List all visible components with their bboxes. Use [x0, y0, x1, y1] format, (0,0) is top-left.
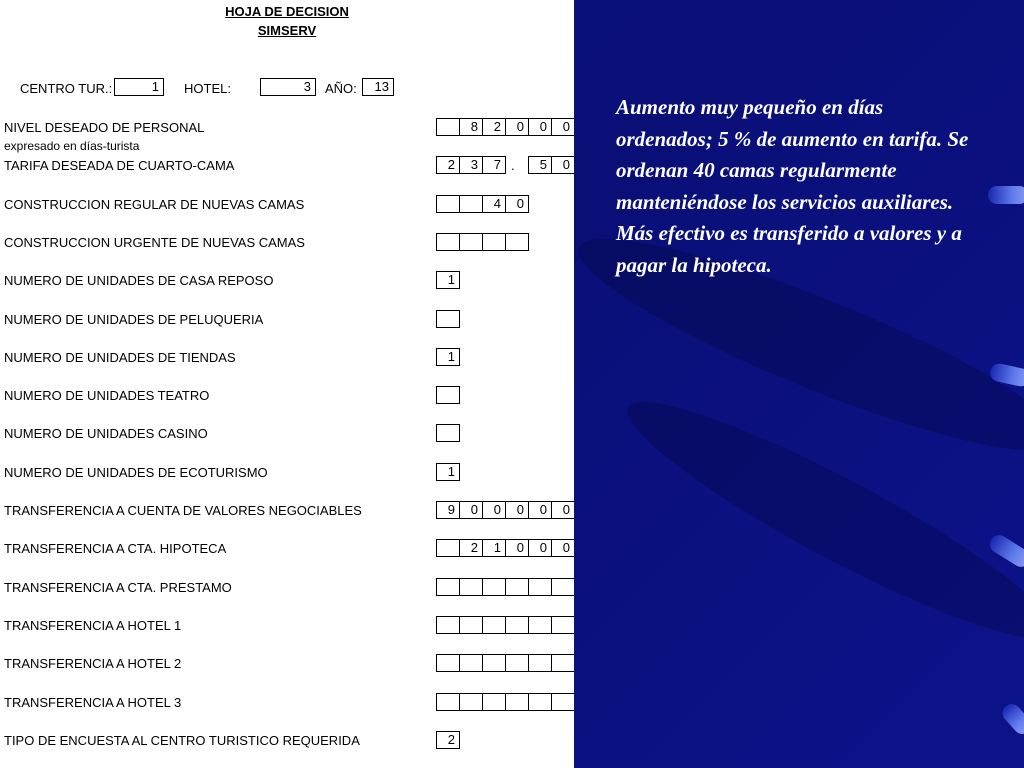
- decimal-separator: .: [511, 158, 515, 174]
- row-decimal-cell[interactable]: 5: [528, 156, 552, 174]
- row-label: TARIFA DESEADA DE CUARTO-CAMA: [4, 158, 235, 174]
- row-digit-cell[interactable]: [551, 693, 574, 711]
- decorative-stripe: [987, 532, 1024, 571]
- hotel-label: HOTEL:: [184, 81, 231, 96]
- explanation-note: Aumento muy pequeño en días ordenados; 5 % de aumento en tarifa. Se ordenan 40 camas regularmente manteniéndose los servicios auxiliares. Más efectivo es transferido a valores y a pagar la hipoteca.: [616, 95, 969, 277]
- centro-value-field[interactable]: 1: [114, 78, 164, 96]
- row-digit-cell[interactable]: [459, 578, 483, 596]
- row-digit-cell[interactable]: [551, 654, 574, 672]
- row-digit-cell[interactable]: 0: [505, 118, 529, 136]
- anio-label: AÑO:: [325, 81, 357, 96]
- row-digit-cell[interactable]: [459, 693, 483, 711]
- row-label: NUMERO DE UNIDADES DE CASA REPOSO: [4, 273, 274, 289]
- row-digit-cell[interactable]: [551, 578, 574, 596]
- row-digit-cell[interactable]: 2: [436, 731, 460, 749]
- row-digit-cell[interactable]: 2: [436, 156, 460, 174]
- row-label: NUMERO DE UNIDADES CASINO: [4, 426, 208, 442]
- row-digit-cell[interactable]: [436, 616, 460, 634]
- row-digit-cell[interactable]: 1: [436, 271, 460, 289]
- row-label: TIPO DE ENCUESTA AL CENTRO TURISTICO REQUERIDA: [4, 732, 360, 748]
- row-label: NUMERO DE UNIDADES DE TIENDAS: [4, 349, 236, 365]
- row-digit-cell[interactable]: 0: [505, 539, 529, 557]
- row-digit-cell[interactable]: [482, 693, 506, 711]
- row-label: TRANSFERENCIA A CTA. HIPOTECA: [4, 541, 227, 557]
- row-label: TRANSFERENCIA A HOTEL 1: [4, 617, 182, 633]
- centro-label: CENTRO TUR.:: [20, 81, 113, 96]
- row-digit-cell[interactable]: [551, 616, 574, 634]
- row-digit-cell[interactable]: 1: [482, 539, 506, 557]
- row-digit-cell[interactable]: [436, 693, 460, 711]
- row-label: NUMERO DE UNIDADES DE ECOTURISMO: [4, 464, 268, 480]
- row-digit-cell[interactable]: 0: [459, 501, 483, 519]
- row-digit-cell[interactable]: [436, 310, 460, 328]
- row-digit-cell[interactable]: [459, 616, 483, 634]
- row-digit-cell[interactable]: 9: [436, 501, 460, 519]
- row-digit-cell[interactable]: 2: [482, 118, 506, 136]
- row-digit-cell[interactable]: 8: [459, 118, 483, 136]
- row-digit-cell[interactable]: 0: [482, 501, 506, 519]
- sheet-title: HOJA DE DECISION: [225, 4, 349, 19]
- row-label: NUMERO DE UNIDADES TEATRO: [4, 388, 210, 404]
- anio-value-field[interactable]: 13: [362, 78, 394, 96]
- row-sublabel: expresado en días-turista: [4, 139, 140, 153]
- row-label: TRANSFERENCIA A HOTEL 3: [4, 694, 182, 710]
- decorative-stripe: [999, 700, 1024, 737]
- row-digit-cell[interactable]: [436, 654, 460, 672]
- row-digit-cell[interactable]: 0: [505, 195, 529, 213]
- row-digit-cell[interactable]: [528, 578, 552, 596]
- row-digit-cell[interactable]: 0: [528, 118, 552, 136]
- row-digit-cell[interactable]: [482, 616, 506, 634]
- sheet-subtitle: SIMSERV: [257, 23, 317, 38]
- row-digit-cell[interactable]: [436, 233, 460, 251]
- row-digit-cell[interactable]: [505, 233, 529, 251]
- row-digit-cell[interactable]: 0: [528, 539, 552, 557]
- row-digit-cell[interactable]: [436, 386, 460, 404]
- row-digit-cell[interactable]: [505, 578, 529, 596]
- row-digit-cell[interactable]: 2: [459, 539, 483, 557]
- row-label: TRANSFERENCIA A CTA. PRESTAMO: [4, 579, 232, 595]
- row-digit-cell[interactable]: [459, 233, 483, 251]
- row-digit-cell[interactable]: 1: [436, 463, 460, 481]
- row-digit-cell[interactable]: 0: [551, 118, 574, 136]
- row-label: CONSTRUCCION URGENTE DE NUEVAS CAMAS: [4, 234, 305, 250]
- row-digit-cell[interactable]: 0: [551, 501, 574, 519]
- row-digit-cell[interactable]: 0: [551, 539, 574, 557]
- row-digit-cell[interactable]: [459, 195, 483, 213]
- row-digit-cell[interactable]: [505, 693, 529, 711]
- row-label: NIVEL DESEADO DE PERSONAL: [4, 120, 205, 135]
- row-label: TRANSFERENCIA A HOTEL 2: [4, 656, 182, 672]
- row-digit-cell[interactable]: [528, 616, 552, 634]
- row-digit-cell[interactable]: [436, 578, 460, 596]
- row-digit-cell[interactable]: [528, 693, 552, 711]
- row-digit-cell[interactable]: [505, 616, 529, 634]
- row-digit-cell[interactable]: [528, 654, 552, 672]
- row-digit-cell[interactable]: [505, 654, 529, 672]
- row-digit-cell[interactable]: [482, 578, 506, 596]
- row-label: TRANSFERENCIA A CUENTA DE VALORES NEGOCIABLES: [4, 503, 362, 518]
- row-decimal-cell[interactable]: 0: [551, 156, 574, 174]
- row-digit-cell[interactable]: [482, 233, 506, 251]
- hotel-value-field[interactable]: 3: [260, 78, 316, 96]
- row-digit-cell[interactable]: 3: [459, 156, 483, 174]
- row-digit-cell[interactable]: [436, 195, 460, 213]
- row-digit-cell[interactable]: 7: [482, 156, 506, 174]
- row-digit-cell[interactable]: 0: [528, 501, 552, 519]
- row-label: CONSTRUCCION REGULAR DE NUEVAS CAMAS: [4, 196, 305, 212]
- row-digit-cell[interactable]: [436, 424, 460, 442]
- row-digit-cell[interactable]: 4: [482, 195, 506, 213]
- decorative-stripe: [988, 186, 1024, 204]
- row-digit-cell[interactable]: [482, 654, 506, 672]
- row-digit-cell[interactable]: [436, 118, 460, 136]
- row-digit-cell[interactable]: 0: [505, 501, 529, 519]
- row-digit-cell[interactable]: [459, 654, 483, 672]
- row-digit-cell[interactable]: [436, 539, 460, 557]
- row-digit-cell[interactable]: 1: [436, 348, 460, 366]
- row-label: NUMERO DE UNIDADES DE PELUQUERIA: [4, 311, 264, 327]
